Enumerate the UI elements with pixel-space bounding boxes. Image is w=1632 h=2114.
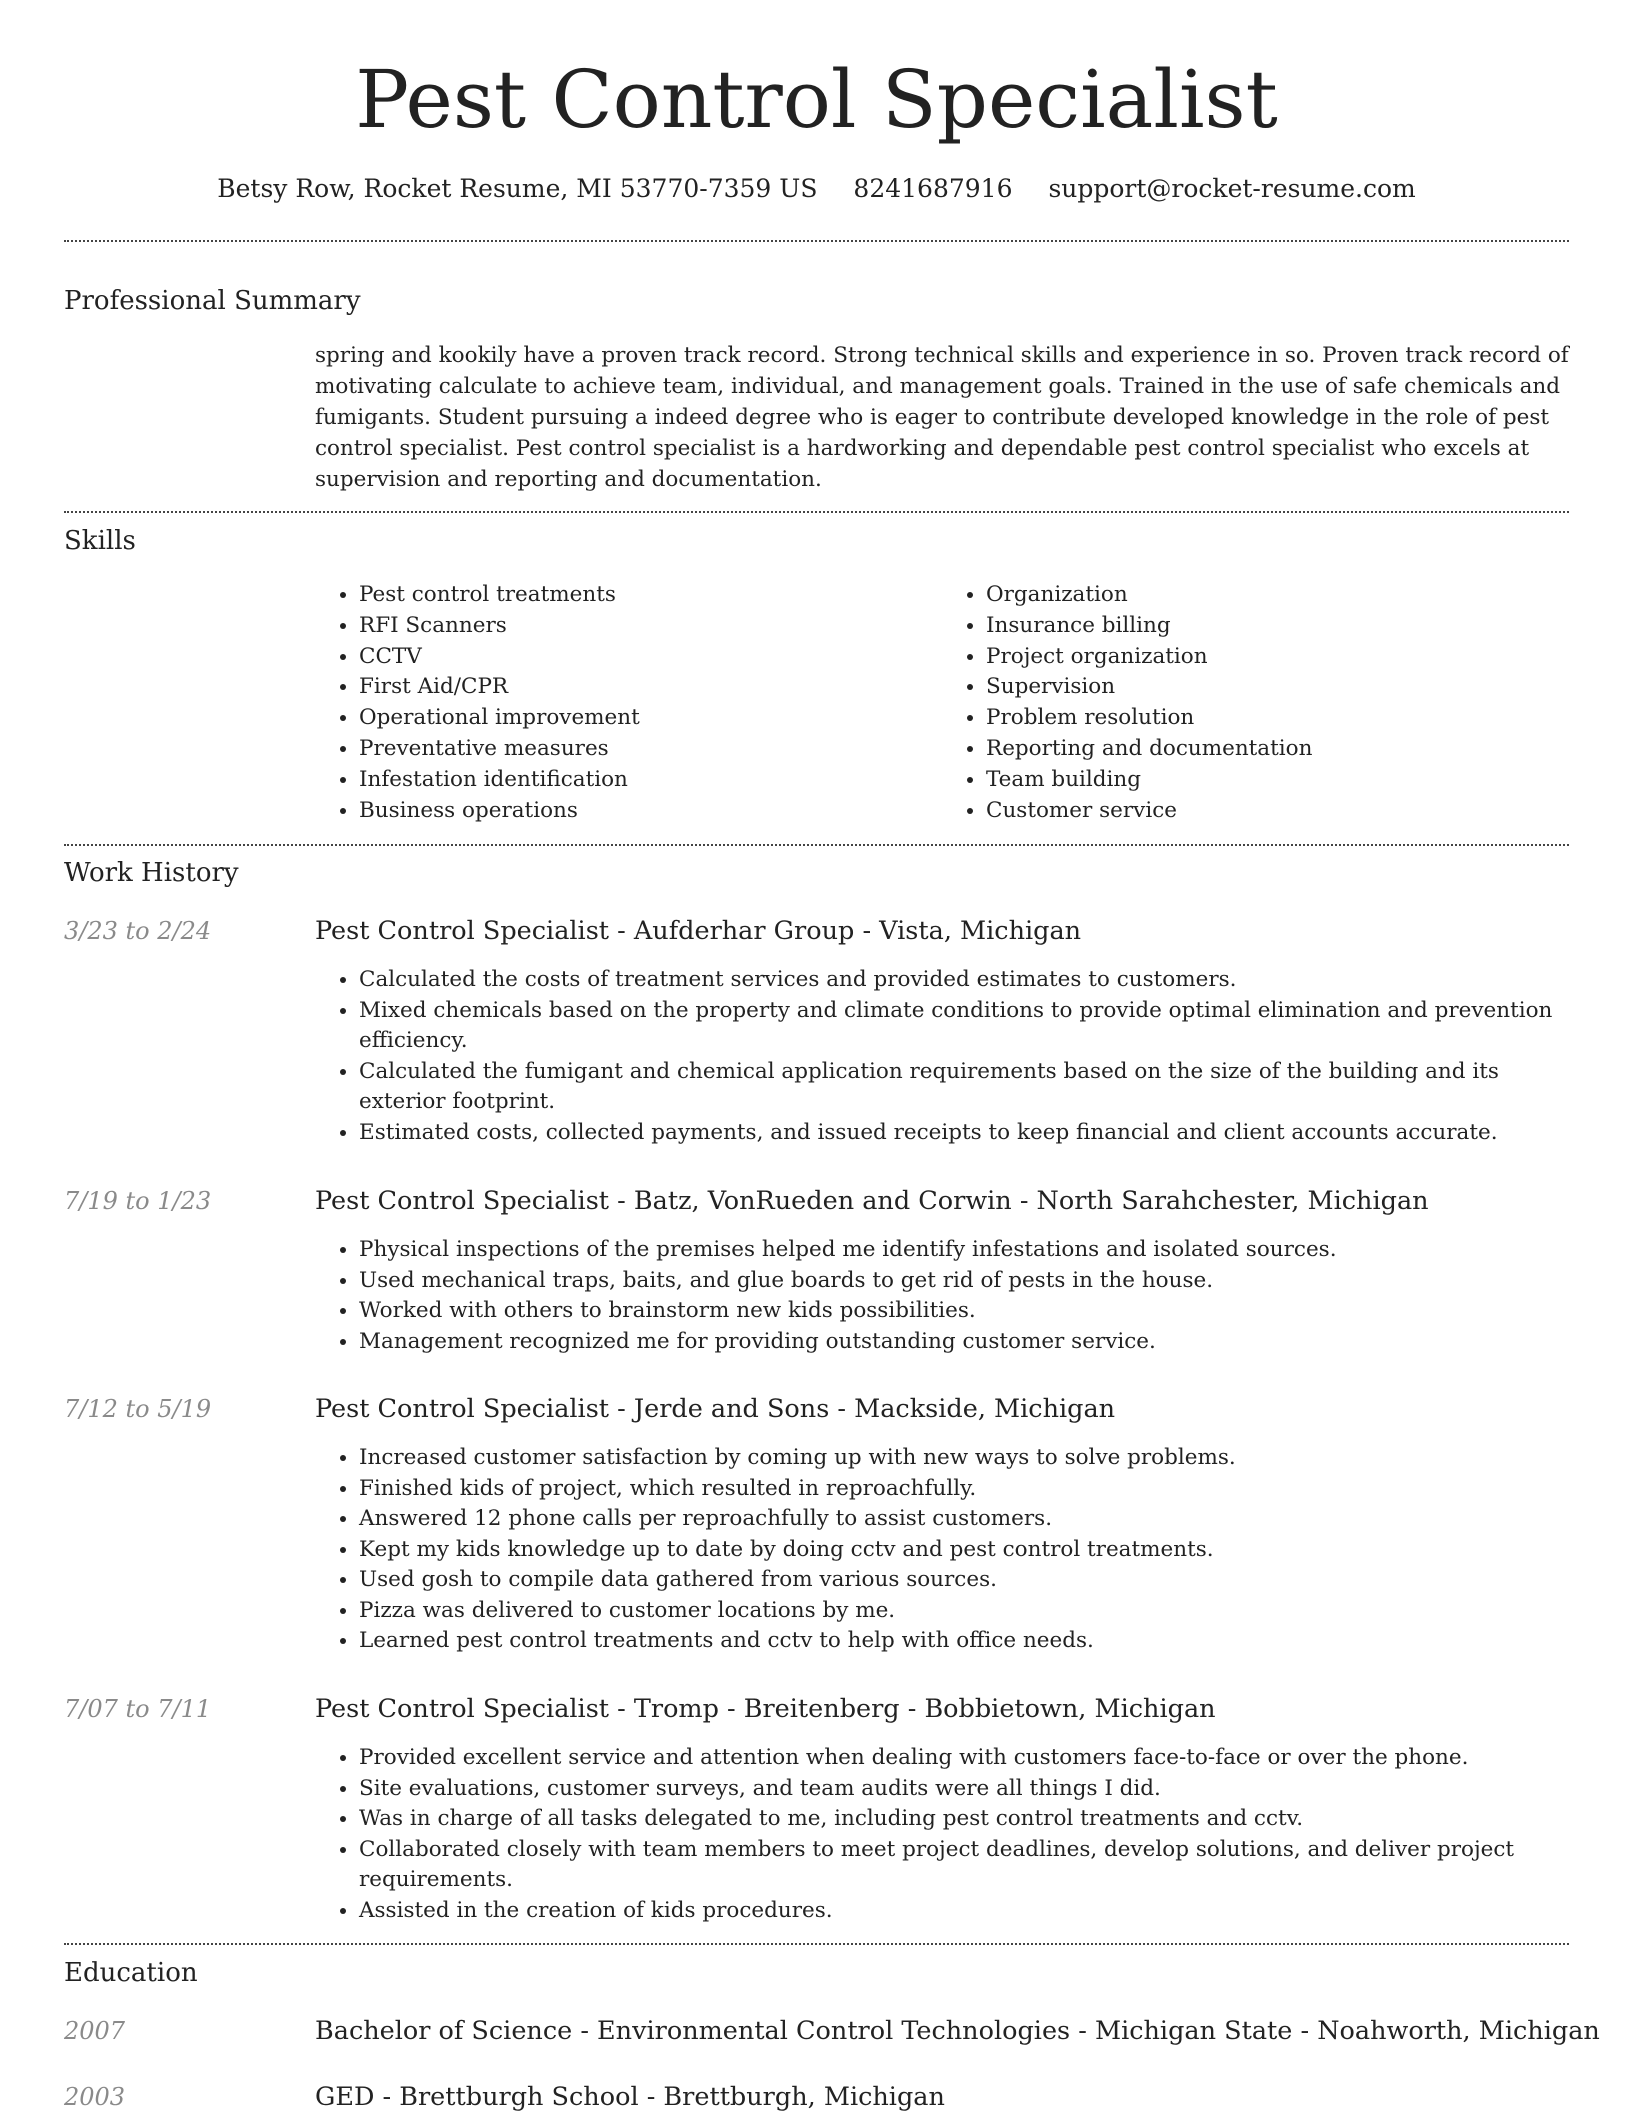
job-bullet: • Physical inspections of the premises helped me identify infestations and isolated sources. — [359, 1235, 1569, 1266]
skill-item: • Project organization — [986, 642, 1569, 673]
skill-item: • Organization — [986, 580, 1569, 611]
skill-item: • Customer service — [986, 796, 1569, 827]
contact-address: Betsy Row, Rocket Resume, MI 53770-7359 US — [217, 174, 818, 203]
skill-item: • Pest control treatments — [359, 580, 942, 611]
job-bullet: • Management recognized me for providing outstanding customer service. — [359, 1327, 1569, 1358]
job-bullets — [315, 1743, 1569, 1926]
job-bullet: • Estimated costs, collected payments, and issued receipts to keep financial and client accounts accurate. — [359, 1118, 1569, 1149]
skill-item: • RFI Scanners — [359, 611, 942, 642]
job-bullet: • Increased customer satisfaction by coming up with new ways to solve problems. — [359, 1443, 1569, 1474]
skill-item: • Insurance billing — [986, 611, 1569, 642]
skill-item: • Business operations — [359, 796, 942, 827]
job-dates: 7/07 to 7/11 — [64, 1695, 212, 1723]
skills-column-right — [942, 580, 1569, 826]
education-heading-line: GED - Brettburgh School - Brettburgh, Michigan — [315, 2082, 945, 2112]
job-heading: Pest Control Specialist - Tromp - Breitenberg - Bobbietown, Michigan — [315, 1694, 1216, 1724]
job-bullet: • Mixed chemicals based on the property and climate conditions to provide optimal elimination and prevention efficiency. — [359, 996, 1569, 1057]
summary-text: spring and kookily have a proven track record. Strong technical skills and experience in so. Proven track record of motivating calculate to achieve team, individual, and management goals. Trained in the use of safe chemicals and fumigants. Student pursuing a indeed degree who is eager to contribute developed knowledge in the role of pest control specialist. Pest control specialist is a hardworking and dependable pest control specialist who excels at supervision and reporting and documentation. — [315, 343, 1569, 492]
skill-item: • Infestation identification — [359, 765, 942, 796]
job-bullet: • Calculated the costs of treatment services and provided estimates to customers. — [359, 965, 1569, 996]
job-dates: 7/19 to 1/23 — [64, 1187, 212, 1215]
resume-name: Pest Control Specialist — [355, 53, 1278, 146]
skill-item: • First Aid/CPR — [359, 672, 942, 703]
skills-list — [315, 580, 1569, 826]
job-bullet: • Collaborated closely with team members to meet project deadlines, develop solutions, and deliver project requirements. — [359, 1835, 1569, 1896]
summary-heading: Professional Summary — [64, 286, 361, 316]
education-heading-line: Bachelor of Science - Environmental Control Technologies - Michigan State - Noahworth, Michigan — [315, 2016, 1600, 2046]
education-year: 2003 — [64, 2083, 126, 2111]
job-bullet: • Calculated the fumigant and chemical application requirements based on the size of the building and its exterior footprint. — [359, 1057, 1569, 1118]
skills-heading: Skills — [64, 526, 136, 556]
contact-phone: 8241687916 — [853, 174, 1013, 203]
job-bullet: • Assisted in the creation of kids procedures. — [359, 1896, 1569, 1927]
job-bullets — [315, 1235, 1569, 1357]
work-heading: Work History — [64, 858, 239, 888]
job-bullet: • Finished kids of project, which resulted in reproachfully. — [359, 1474, 1569, 1505]
contact-email[interactable]: support@rocket-resume.com — [1048, 174, 1416, 203]
contact-line — [64, 172, 1569, 206]
job-heading: Pest Control Specialist - Jerde and Sons - Mackside, Michigan — [315, 1394, 1116, 1424]
job-bullet: • Provided excellent service and attention when dealing with customers face-to-face or over the phone. — [359, 1743, 1569, 1774]
job-bullet: • Used gosh to compile data gathered from various sources. — [359, 1565, 1569, 1596]
section-divider — [64, 1943, 1569, 1945]
skill-item: • Preventative measures — [359, 734, 942, 765]
skill-item: • Team building — [986, 765, 1569, 796]
skill-item: • Problem resolution — [986, 703, 1569, 734]
education-heading: Education — [64, 1958, 198, 1988]
education-year: 2007 — [64, 2017, 126, 2045]
job-bullet: • Used mechanical traps, baits, and glue boards to get rid of pests in the house. — [359, 1266, 1569, 1297]
job-bullet: • Kept my kids knowledge up to date by doing cctv and pest control treatments. — [359, 1535, 1569, 1566]
job-heading: Pest Control Specialist - Aufderhar Group - Vista, Michigan — [315, 916, 1082, 946]
skills-column-left — [315, 580, 942, 826]
job-bullet: • Learned pest control treatments and cctv to help with office needs. — [359, 1626, 1569, 1657]
job-bullet: • Pizza was delivered to customer locations by me. — [359, 1596, 1569, 1627]
job-bullet: • Site evaluations, customer surveys, and team audits were all things I did. — [359, 1774, 1569, 1805]
job-dates: 3/23 to 2/24 — [64, 917, 212, 945]
job-bullet: • Worked with others to brainstorm new kids possibilities. — [359, 1296, 1569, 1327]
section-divider — [64, 511, 1569, 513]
skill-item: • Reporting and documentation — [986, 734, 1569, 765]
job-bullet: • Answered 12 phone calls per reproachfully to assist customers. — [359, 1504, 1569, 1535]
job-bullet: • Was in charge of all tasks delegated to me, including pest control treatments and cctv. — [359, 1804, 1569, 1835]
section-divider — [64, 240, 1569, 242]
job-bullets — [315, 1443, 1569, 1657]
section-divider — [64, 844, 1569, 846]
skill-item: • CCTV — [359, 642, 942, 673]
skill-item: • Supervision — [986, 672, 1569, 703]
job-heading: Pest Control Specialist - Batz, VonRueden and Corwin - North Sarahchester, Michigan — [315, 1186, 1429, 1216]
skill-item: • Operational improvement — [359, 703, 942, 734]
job-bullets — [315, 965, 1569, 1148]
job-dates: 7/12 to 5/19 — [64, 1395, 212, 1423]
